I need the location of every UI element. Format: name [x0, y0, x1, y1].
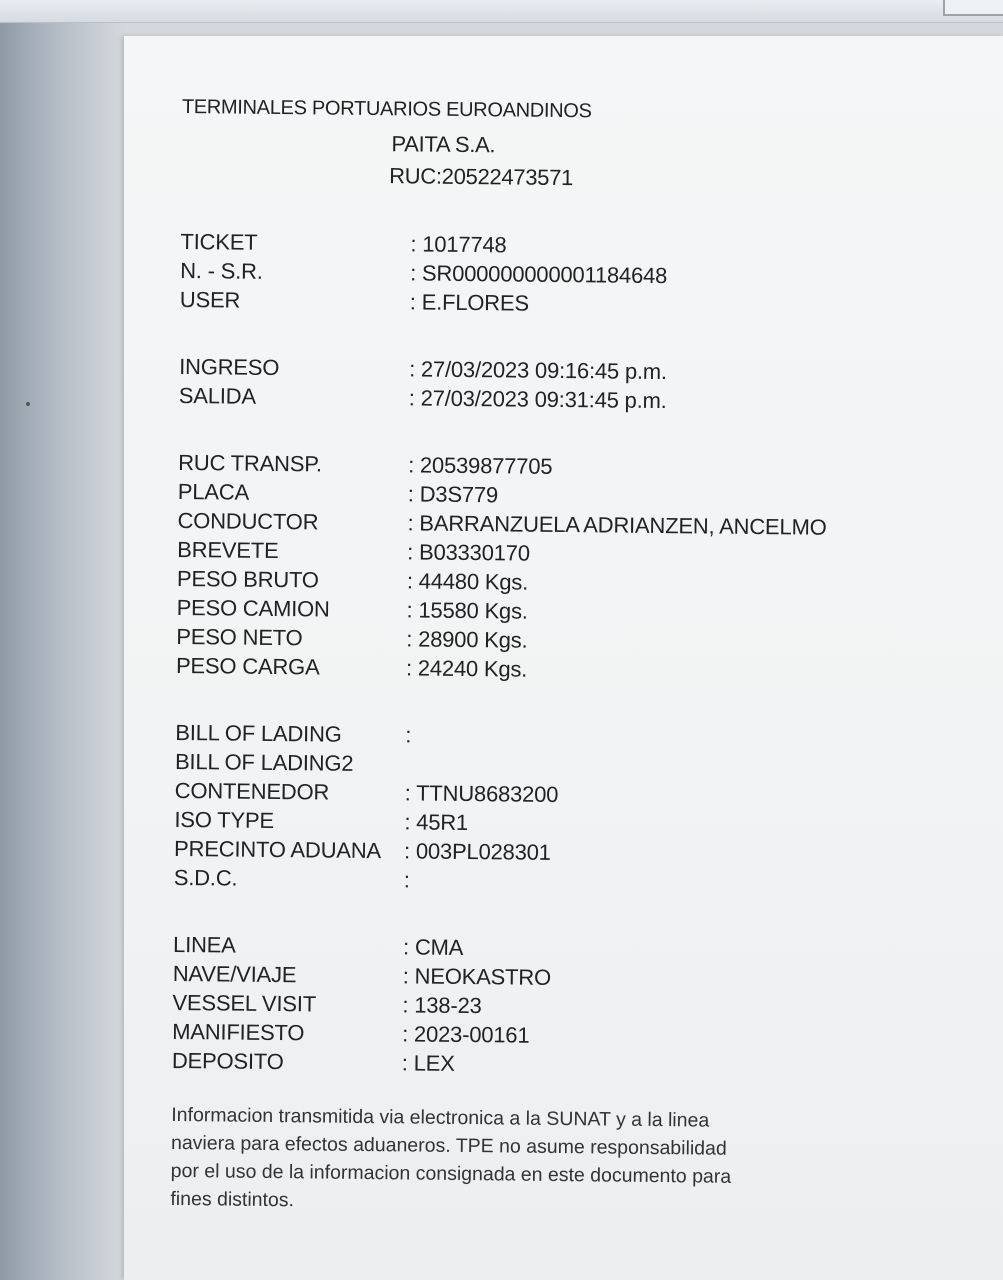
field-value: : 2023-00161	[402, 1020, 530, 1048]
cargo-section	[174, 718, 936, 900]
field-label: INGRESO	[179, 353, 280, 380]
field-label: BILL OF LADING2	[174, 748, 354, 776]
field-label: PRECINTO ADUANA	[173, 835, 382, 863]
field-value: : D3S779	[407, 480, 499, 507]
field-label: TICKET	[180, 228, 258, 255]
field-value: : 003PL028301	[403, 837, 551, 865]
times-section	[179, 352, 940, 418]
field-label: N. - S.R.	[180, 257, 263, 284]
field-value: : B03330170	[407, 538, 530, 566]
field-label: PESO CAMION	[176, 594, 330, 622]
disclaimer-note: Informacion transmitida via electronica a la SUNAT y a la linea naviera para efectos aduaneros. TPE no asume responsabilidad por el uso de la informacion consignada en este documento para fines distintos.	[170, 1103, 732, 1212]
field-value: : E.FLORES	[409, 288, 530, 316]
field-label: ISO TYPE	[174, 806, 275, 833]
field-value: : 24240 Kgs.	[405, 654, 528, 682]
field-label: CONDUCTOR	[177, 507, 319, 534]
field-label: DEPOSITO	[171, 1047, 284, 1074]
company-ruc: RUC:20522473571	[389, 163, 574, 191]
field-value: : CMA	[402, 933, 464, 960]
field-value: : NEOKASTRO	[402, 962, 552, 990]
field-value: : LEX	[401, 1049, 455, 1076]
window-corner	[943, 0, 1003, 16]
field-label: CONTENEDOR	[174, 777, 330, 805]
field-label: VESSEL VISIT	[172, 989, 317, 1016]
field-label: BILL OF LADING	[175, 719, 342, 747]
field-label: LINEA	[172, 931, 236, 958]
field-value: : 27/03/2023 09:31:45 p.m.	[408, 384, 667, 413]
field-value: : 45R1	[404, 808, 469, 835]
vessel-section	[172, 930, 933, 1083]
company-name-line2: PAITA S.A.	[391, 131, 496, 158]
transport-section	[176, 448, 938, 688]
field-label: S.D.C.	[173, 864, 238, 891]
company-name: TERMINALES PORTUARIOS EUROANDINOS	[181, 96, 592, 123]
field-value: : 44480 Kgs.	[406, 567, 529, 595]
ticket-info-section	[180, 227, 941, 322]
field-label: PLACA	[177, 478, 250, 505]
field-value: :	[405, 721, 412, 747]
dust-speck	[26, 402, 30, 406]
field-label: BREVETE	[177, 536, 279, 563]
weighing-ticket	[170, 96, 942, 1221]
field-label: USER	[179, 286, 241, 313]
field-label: PESO BRUTO	[176, 565, 319, 592]
field-label: SALIDA	[178, 382, 257, 409]
field-value: : 1017748	[410, 230, 507, 257]
field-value: : 28900 Kgs.	[406, 625, 528, 653]
field-value: : 15580 Kgs.	[406, 596, 528, 624]
field-value: : 27/03/2023 09:16:45 p.m.	[409, 355, 668, 384]
field-label: PESO NETO	[176, 623, 303, 650]
field-value: : BARRANZUELA ADRIANZEN, ANCELMO	[407, 509, 827, 540]
field-value: : TTNU8683200	[404, 779, 559, 807]
screen-top-strip	[0, 0, 1003, 23]
field-value: : SR000000000001184648	[410, 259, 668, 288]
field-value: : 138-23	[402, 991, 482, 1018]
field-label: PESO CARGA	[175, 652, 320, 679]
field-value: :	[403, 866, 410, 892]
field-label: MANIFIESTO	[172, 1018, 305, 1045]
field-value: : 20539877705	[408, 451, 553, 479]
field-label: NAVE/VIAJE	[172, 960, 297, 987]
field-label: RUC TRANSP.	[178, 449, 322, 476]
